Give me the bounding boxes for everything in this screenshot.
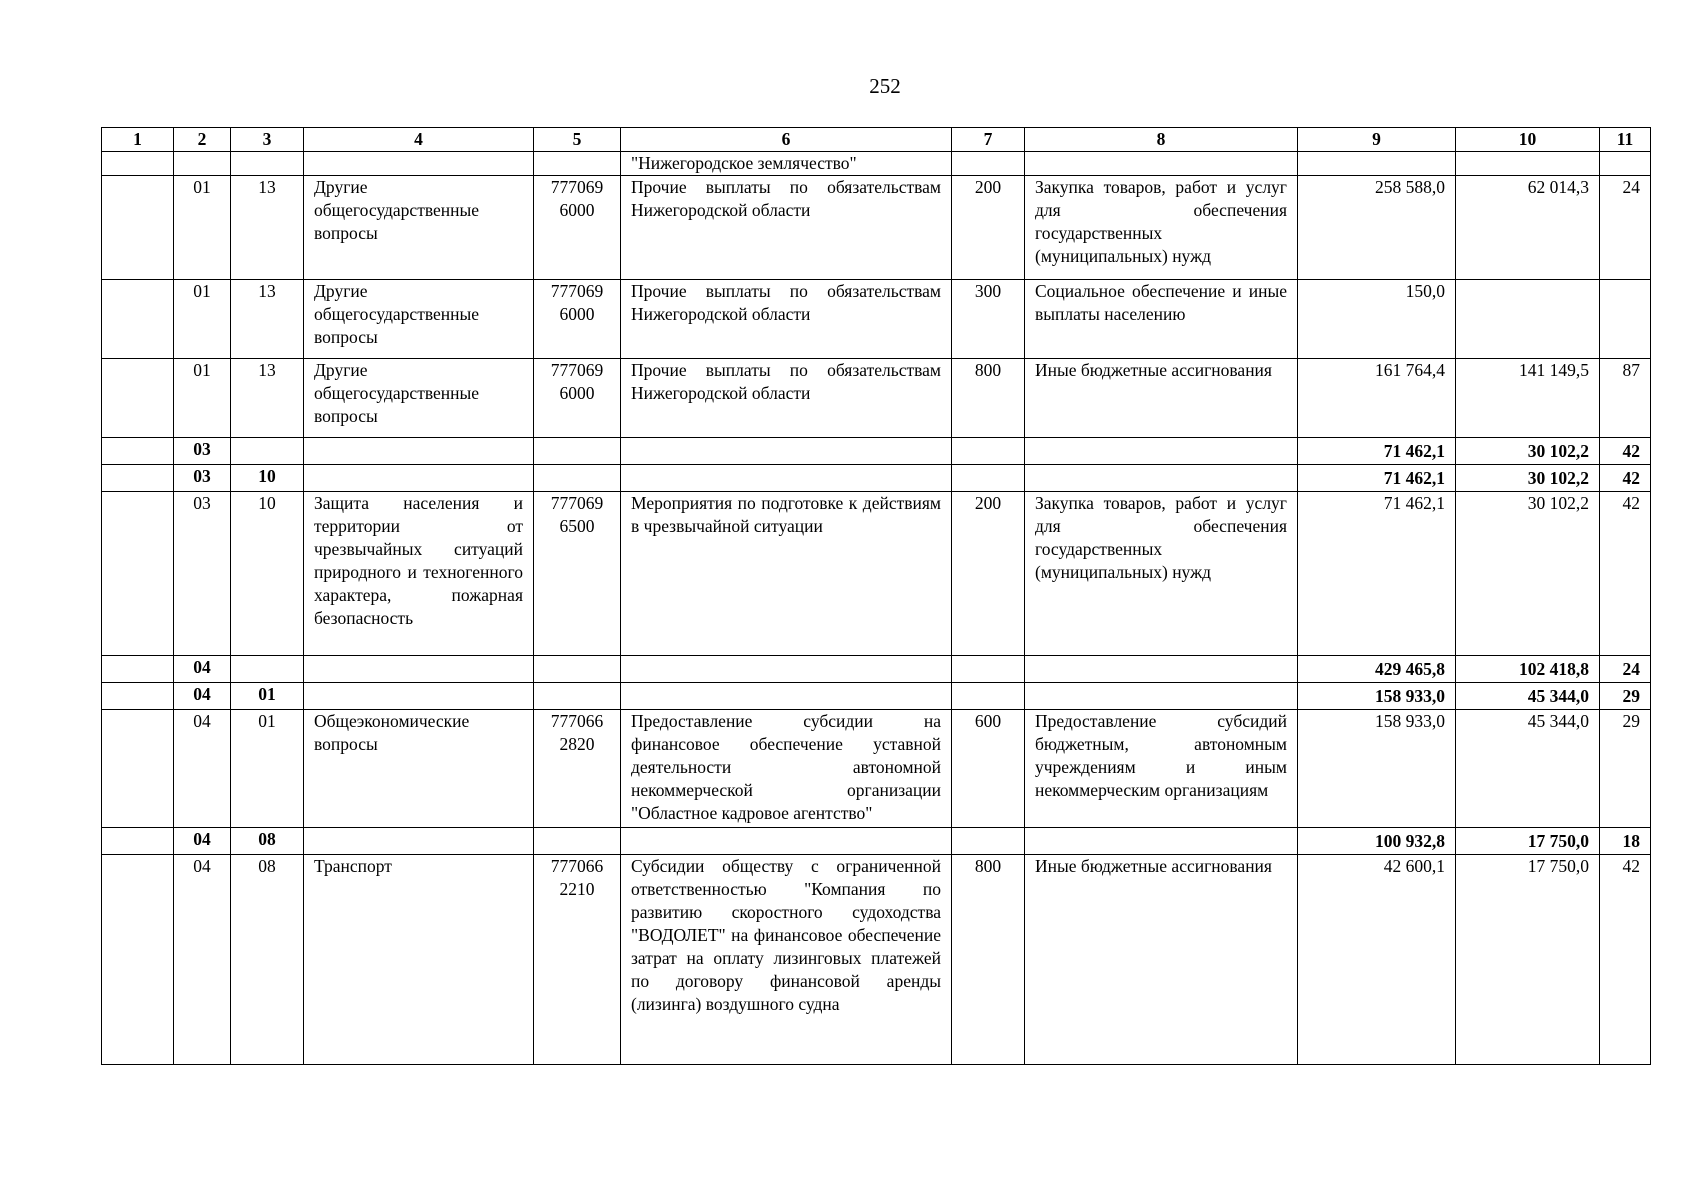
cell-col-9-amount: 71 462,1: [1298, 465, 1456, 492]
budget-table: [101, 127, 1651, 1065]
cell-col-6-description: Субсидии обществу с ограниченной ответственностью "Компания по развитию скоростного судоходства "ВОДОЛЕТ" на финансовое обеспечение затрат на оплату лизинговых платежей по договору финансовой аренды (лизинга) воздушного судна: [621, 855, 952, 1065]
cell-col-6-description: Прочие выплаты по обязательствам Нижегородской области: [621, 280, 952, 359]
cell-col-2: 01: [174, 176, 231, 280]
cell-col-11-percent: 42: [1600, 438, 1651, 465]
cell-col-6-description: Предоставление субсидии на финансовое обеспечение уставной деятельности автономной некоммерческой организации "Областное кадровое агентство": [621, 710, 952, 828]
header-col-11-percent: 11: [1600, 128, 1651, 152]
cell-col-8-type-name: [1025, 683, 1298, 710]
cell-col-11-percent: 24: [1600, 656, 1651, 683]
cell-col-4-name: Другие общегосударственные вопросы: [304, 176, 534, 280]
header-col-4-name: 4: [304, 128, 534, 152]
cell-col-1: [102, 828, 174, 855]
cell-col-1: [102, 438, 174, 465]
cell-col-4-name: Другие общегосударственные вопросы: [304, 359, 534, 438]
cell-col-3: 01: [231, 710, 304, 828]
cell-col-6-description: [621, 438, 952, 465]
cell-col-2: 04: [174, 710, 231, 828]
cell-col-5-code: 777066 2210: [534, 855, 621, 1065]
cell-col-3: [231, 438, 304, 465]
table-row: [102, 492, 1651, 656]
cell-col-1: [102, 465, 174, 492]
cell-col-1: [102, 492, 174, 656]
cell-col-1: [102, 280, 174, 359]
cell-col-6-description: Мероприятия по подготовке к действиям в чрезвычайной ситуации: [621, 492, 952, 656]
cell-col-6-description: "Нижегородское землячество": [621, 152, 952, 176]
cell-col-10-amount: 102 418,8: [1456, 656, 1600, 683]
cell-col-4-name: [304, 152, 534, 176]
table-row: [102, 176, 1651, 280]
page-number: 252: [869, 74, 901, 98]
cell-col-1: [102, 176, 174, 280]
cell-col-2: [174, 152, 231, 176]
cell-col-5-code: 777069 6000: [534, 359, 621, 438]
cell-col-9-amount: 158 933,0: [1298, 683, 1456, 710]
cell-col-4-name: Общеэкономические вопросы: [304, 710, 534, 828]
cell-col-5-code: 777066 2820: [534, 710, 621, 828]
table-row: [102, 438, 1651, 465]
cell-col-9-amount: 100 932,8: [1298, 828, 1456, 855]
cell-col-8-type-name: Закупка товаров, работ и услуг для обеспечения государственных (муниципальных) нужд: [1025, 492, 1298, 656]
cell-col-7-type: 600: [952, 710, 1025, 828]
cell-col-3: 08: [231, 855, 304, 1065]
cell-col-10-amount: 62 014,3: [1456, 176, 1600, 280]
cell-col-4-name: [304, 438, 534, 465]
cell-col-3: 01: [231, 683, 304, 710]
table-row: [102, 280, 1651, 359]
cell-col-2: 01: [174, 359, 231, 438]
cell-col-8-type-name: [1025, 828, 1298, 855]
header-col-2: 2: [174, 128, 231, 152]
cell-col-2: 01: [174, 280, 231, 359]
cell-col-5-code: 777069 6500: [534, 492, 621, 656]
cell-col-2: 04: [174, 855, 231, 1065]
cell-col-2: 04: [174, 656, 231, 683]
cell-col-6-description: Прочие выплаты по обязательствам Нижегородской области: [621, 359, 952, 438]
cell-col-1: [102, 683, 174, 710]
table-row: [102, 710, 1651, 828]
cell-col-7-type: [952, 465, 1025, 492]
cell-col-3: [231, 152, 304, 176]
header-col-5-code: 5: [534, 128, 621, 152]
cell-col-4-name: [304, 465, 534, 492]
table-row: [102, 656, 1651, 683]
cell-col-10-amount: 17 750,0: [1456, 855, 1600, 1065]
cell-col-2: 04: [174, 828, 231, 855]
cell-col-1: [102, 855, 174, 1065]
cell-col-8-type-name: Иные бюджетные ассигнования: [1025, 855, 1298, 1065]
cell-col-5-code: [534, 683, 621, 710]
cell-col-7-type: [952, 152, 1025, 176]
cell-col-5-code: [534, 152, 621, 176]
cell-col-9-amount: 150,0: [1298, 280, 1456, 359]
cell-col-1: [102, 152, 174, 176]
cell-col-10-amount: 30 102,2: [1456, 492, 1600, 656]
cell-col-10-amount: [1456, 152, 1600, 176]
cell-col-7-type: 800: [952, 359, 1025, 438]
header-col-9-amount: 9: [1298, 128, 1456, 152]
cell-col-8-type-name: Иные бюджетные ассигнования: [1025, 359, 1298, 438]
cell-col-7-type: 200: [952, 492, 1025, 656]
cell-col-3: 10: [231, 465, 304, 492]
table-row: [102, 359, 1651, 438]
cell-col-1: [102, 710, 174, 828]
cell-col-11-percent: 24: [1600, 176, 1651, 280]
cell-col-5-code: [534, 656, 621, 683]
cell-col-9-amount: 161 764,4: [1298, 359, 1456, 438]
cell-col-7-type: [952, 683, 1025, 710]
cell-col-9-amount: 42 600,1: [1298, 855, 1456, 1065]
table-row: [102, 828, 1651, 855]
header-col-6-description: 6: [621, 128, 952, 152]
table-header-row: [102, 128, 1651, 152]
cell-col-2: 03: [174, 465, 231, 492]
cell-col-3: 10: [231, 492, 304, 656]
cell-col-9-amount: 71 462,1: [1298, 492, 1456, 656]
cell-col-3: 08: [231, 828, 304, 855]
cell-col-5-code: [534, 828, 621, 855]
cell-col-1: [102, 656, 174, 683]
table-row: [102, 683, 1651, 710]
cell-col-6-description: [621, 828, 952, 855]
cell-col-6-description: [621, 656, 952, 683]
cell-col-11-percent: 18: [1600, 828, 1651, 855]
cell-col-4-name: [304, 828, 534, 855]
cell-col-11-percent: 42: [1600, 465, 1651, 492]
cell-col-1: [102, 359, 174, 438]
cell-col-4-name: [304, 683, 534, 710]
cell-col-8-type-name: Социальное обеспечение и иные выплаты населению: [1025, 280, 1298, 359]
cell-col-8-type-name: [1025, 438, 1298, 465]
cell-col-4-name: Защита населения и территории от чрезвычайных ситуаций природного и техногенного характера, пожарная безопасность: [304, 492, 534, 656]
cell-col-4-name: Транспорт: [304, 855, 534, 1065]
cell-col-6-description: [621, 683, 952, 710]
cell-col-5-code: 777069 6000: [534, 176, 621, 280]
table-row: [102, 152, 1651, 176]
cell-col-5-code: [534, 465, 621, 492]
cell-col-9-amount: 429 465,8: [1298, 656, 1456, 683]
cell-col-4-name: [304, 656, 534, 683]
cell-col-7-type: [952, 438, 1025, 465]
cell-col-2: 04: [174, 683, 231, 710]
cell-col-11-percent: [1600, 152, 1651, 176]
cell-col-5-code: 777069 6000: [534, 280, 621, 359]
cell-col-7-type: [952, 828, 1025, 855]
cell-col-3: [231, 656, 304, 683]
header-col-10-amount: 10: [1456, 128, 1600, 152]
cell-col-9-amount: 158 933,0: [1298, 710, 1456, 828]
header-col-8-type-name: 8: [1025, 128, 1298, 152]
header-col-7-type: 7: [952, 128, 1025, 152]
cell-col-10-amount: 30 102,2: [1456, 465, 1600, 492]
cell-col-10-amount: 17 750,0: [1456, 828, 1600, 855]
cell-col-10-amount: 30 102,2: [1456, 438, 1600, 465]
cell-col-7-type: [952, 656, 1025, 683]
cell-col-3: 13: [231, 359, 304, 438]
header-col-1: 1: [102, 128, 174, 152]
cell-col-11-percent: 29: [1600, 710, 1651, 828]
cell-col-10-amount: 45 344,0: [1456, 683, 1600, 710]
cell-col-3: 13: [231, 280, 304, 359]
cell-col-9-amount: 71 462,1: [1298, 438, 1456, 465]
cell-col-10-amount: 141 149,5: [1456, 359, 1600, 438]
cell-col-7-type: 800: [952, 855, 1025, 1065]
cell-col-3: 13: [231, 176, 304, 280]
cell-col-2: 03: [174, 492, 231, 656]
cell-col-7-type: 300: [952, 280, 1025, 359]
cell-col-8-type-name: Закупка товаров, работ и услуг для обеспечения государственных (муниципальных) нужд: [1025, 176, 1298, 280]
table-body: [102, 152, 1651, 1065]
cell-col-10-amount: 45 344,0: [1456, 710, 1600, 828]
cell-col-11-percent: 42: [1600, 855, 1651, 1065]
cell-col-11-percent: 87: [1600, 359, 1651, 438]
cell-col-8-type-name: [1025, 152, 1298, 176]
cell-col-11-percent: 29: [1600, 683, 1651, 710]
table-row: [102, 465, 1651, 492]
cell-col-11-percent: 42: [1600, 492, 1651, 656]
cell-col-2: 03: [174, 438, 231, 465]
cell-col-9-amount: [1298, 152, 1456, 176]
cell-col-5-code: [534, 438, 621, 465]
cell-col-8-type-name: Предоставление субсидий бюджетным, автономным учреждениям и иным некоммерческим организациям: [1025, 710, 1298, 828]
cell-col-4-name: Другие общегосударственные вопросы: [304, 280, 534, 359]
header-col-3: 3: [231, 128, 304, 152]
cell-col-8-type-name: [1025, 465, 1298, 492]
cell-col-6-description: Прочие выплаты по обязательствам Нижегородской области: [621, 176, 952, 280]
cell-col-9-amount: 258 588,0: [1298, 176, 1456, 280]
cell-col-7-type: 200: [952, 176, 1025, 280]
cell-col-11-percent: [1600, 280, 1651, 359]
cell-col-8-type-name: [1025, 656, 1298, 683]
cell-col-10-amount: [1456, 280, 1600, 359]
cell-col-6-description: [621, 465, 952, 492]
table-row: [102, 855, 1651, 1065]
